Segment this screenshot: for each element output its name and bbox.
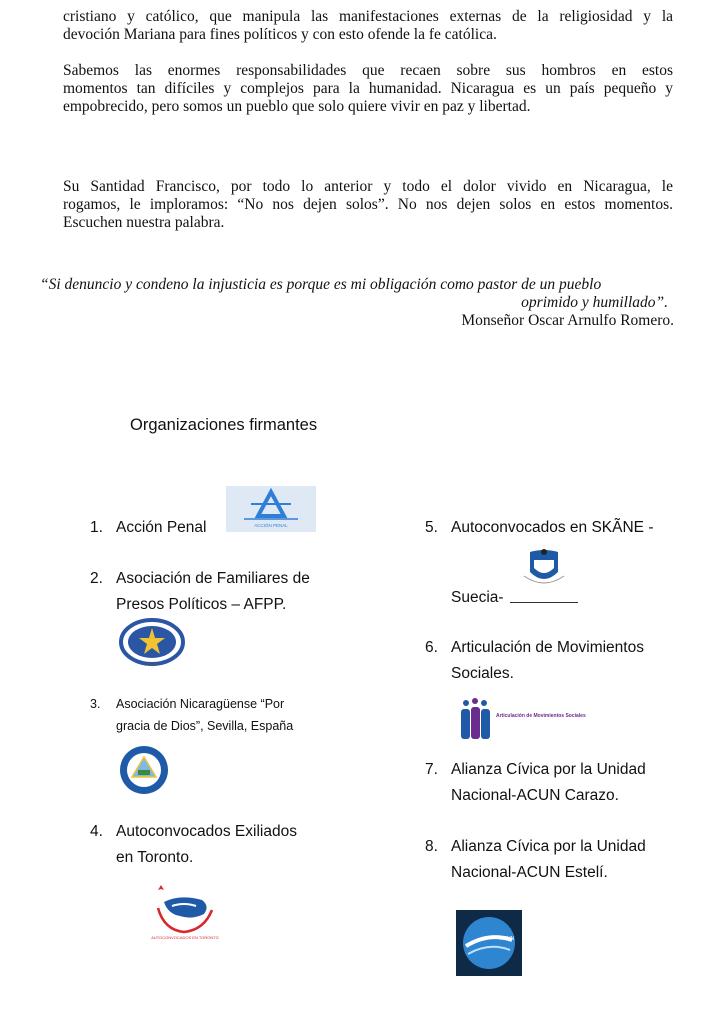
romero-quote bbox=[40, 276, 674, 330]
item-number: 6. bbox=[425, 639, 438, 656]
signatory-item-4 bbox=[90, 819, 297, 871]
item-number: 8. bbox=[425, 838, 438, 855]
item-number: 3. bbox=[90, 697, 101, 711]
item-number: 5. bbox=[425, 519, 438, 536]
text-line: empobrecido, pero somos un pueblo que solo quiere vivir en paz y libertad. bbox=[63, 98, 531, 115]
quote-line: oprimido y humillado”. bbox=[521, 294, 668, 311]
quote-author: Monseñor Oscar Arnulfo Romero. bbox=[461, 312, 674, 329]
nicaragua-coat-of-arms-icon bbox=[118, 744, 170, 796]
paragraph-2 bbox=[63, 62, 673, 116]
item-number: 1. bbox=[90, 519, 103, 536]
item-label: Presos Políticos – AFPP. bbox=[116, 596, 287, 613]
item-label: Asociación Nicaragüense “Por bbox=[116, 697, 285, 711]
text-line: momentos tan difíciles y complejos para la humanidad. Nicaragua es un país pequeño y bbox=[63, 80, 673, 97]
text-line: rogamos, le imploramos: “No nos dejen solos”. No nos dejen solos en estos momentos. bbox=[63, 196, 673, 213]
signatory-item-3 bbox=[90, 693, 293, 737]
item-number: 4. bbox=[90, 823, 103, 840]
signatory-item-1 bbox=[90, 515, 206, 541]
logo-caption: AFPP bbox=[145, 662, 159, 668]
signatories-heading: Organizaciones firmantes bbox=[130, 416, 318, 434]
item-label: Sociales. bbox=[451, 665, 514, 682]
scales-logo-icon bbox=[226, 486, 316, 532]
item-label: Suecia- bbox=[451, 589, 504, 606]
logo-caption: ACUN bbox=[500, 936, 515, 942]
acun-logo-icon bbox=[456, 910, 522, 976]
quote-line: “Si denuncio y condeno la injusticia es porque es mi obligación como pastor de un pueblo bbox=[40, 276, 602, 293]
item-label: Autoconvocados Exiliados bbox=[116, 823, 297, 840]
item-label: gracia de Dios”, Sevilla, España bbox=[116, 719, 294, 733]
signatory-item-8 bbox=[425, 834, 646, 886]
text-line: Sabemos las enormes responsabilidades que recaen sobre sus hombros en estos bbox=[63, 62, 673, 79]
text-line: Escuchen nuestra palabra. bbox=[63, 214, 225, 231]
item-label: Autoconvocados en SKÃNE - bbox=[451, 519, 654, 536]
movimientos-people-logo-icon bbox=[456, 695, 586, 743]
text-line: devoción Mariana para fines políticos y con esto ofende la fe católica. bbox=[63, 26, 497, 43]
item-label: Nacional-ACUN Estelí. bbox=[451, 864, 608, 881]
paragraph-1 bbox=[63, 8, 673, 44]
signatory-item-5 bbox=[425, 515, 653, 541]
skane-shield-logo-icon bbox=[512, 546, 576, 594]
item-label: en Toronto. bbox=[116, 849, 194, 866]
text-line: cristiano y católico, que manipula las manifestaciones externas de la religiosidad y la bbox=[63, 8, 673, 25]
signatory-item-7 bbox=[425, 757, 646, 809]
signatory-item-5-continuation bbox=[451, 585, 504, 611]
logo-caption: ACCIÓN PENAL bbox=[254, 523, 288, 528]
afpp-logo-icon bbox=[118, 616, 186, 668]
item-label: Alianza Cívica por la Unidad bbox=[451, 838, 646, 855]
logo-caption: AUTOCONVOCADOS EN TORONTO bbox=[151, 935, 219, 940]
item-label: Acción Penal bbox=[116, 519, 207, 536]
logo-caption: Articulación de Movimientos Sociales bbox=[496, 713, 586, 719]
paragraph-3 bbox=[63, 178, 673, 232]
item-label: Alianza Cívica por la Unidad bbox=[451, 761, 646, 778]
toronto-map-logo-icon bbox=[150, 884, 220, 942]
item-label: Asociación de Familiares de bbox=[116, 570, 310, 587]
item-number: 7. bbox=[425, 761, 438, 778]
signature-underline bbox=[510, 602, 578, 603]
item-number: 2. bbox=[90, 570, 103, 587]
text-line: Su Santidad Francisco, por todo lo anterior y todo el dolor vivido en Nicaragua, le bbox=[63, 178, 673, 195]
item-label: Nacional-ACUN Carazo. bbox=[451, 787, 619, 804]
signatory-item-2 bbox=[90, 566, 310, 618]
item-label: Articulación de Movimientos bbox=[451, 639, 644, 656]
signatory-item-6 bbox=[425, 635, 644, 687]
